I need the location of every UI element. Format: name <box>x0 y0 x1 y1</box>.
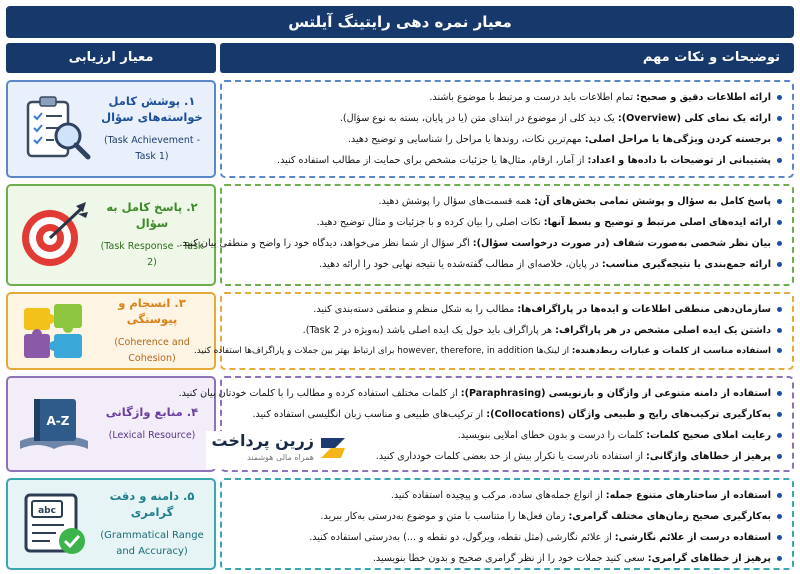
bullet-icon <box>777 514 782 519</box>
bullet-icon <box>777 262 782 267</box>
bullet-icon <box>777 454 782 459</box>
target-icon <box>16 200 94 270</box>
criterion-details <box>220 80 794 178</box>
criterion-card <box>6 80 216 178</box>
bullet-icon <box>777 307 782 312</box>
list-item: برجسته کردن ویژگی‌ها یا مراحل اصلی: مهم‌ترین نکات، روندها یا مراحل را شناسایی و توضیح دهید. <box>232 129 782 150</box>
bullet-icon <box>777 556 782 561</box>
criterion-title-fa: ۲. پاسخ کامل به سؤال <box>106 200 198 230</box>
zarinpal-logo-icon <box>318 433 348 463</box>
bullet-icon <box>777 493 782 498</box>
page-title: معیار نمره دهی رایتینگ آیلتس <box>6 6 794 38</box>
brand-tagline: همراه مالی هوشمند <box>247 453 314 462</box>
bullet-icon <box>777 348 782 353</box>
list-item: ارائه اطلاعات دقیق و صحیح: تمام اطلاعات باید درست و مرتبط با موضوع باشند. <box>232 87 782 108</box>
criterion-title-en: (Lexical Resource) <box>108 430 196 441</box>
list-item: سازمان‌دهی منطقی اطلاعات و ایده‌ها در پاراگراف‌ها: مطالب را به شکل منظم و منطقی دسته‌بندی کنید. <box>232 299 782 320</box>
dictionary-icon <box>16 389 94 459</box>
bullet-icon <box>777 220 782 225</box>
criterion-title-en: (Grammatical Range and Accuracy) <box>100 530 204 557</box>
criterion-title-fa: ۵. دامنه و دقت گرامری <box>109 489 195 519</box>
criterion-title-fa: ۳. انسجام و پیوستگی <box>118 296 186 326</box>
bullet-icon <box>777 95 782 100</box>
brand-logo <box>206 431 348 469</box>
criterion-title-en: (Task Response - Task 2) <box>100 241 204 268</box>
criterion-details <box>193 292 794 370</box>
criterion-title-en: (Coherence and Cohesion) <box>114 337 190 364</box>
bullet-icon <box>777 137 782 142</box>
list-item: ارائه ایده‌های اصلی مرتبط و توضیح و بسط آنها: نکات اصلی را بیان کرده و با جزئیات و مثال توضیح دهید. <box>232 212 782 233</box>
list-item: استفاده از ساختارهای متنوع جمله: از انواع جمله‌های ساده، مرکب و پیچیده استفاده کنید. <box>232 485 782 506</box>
list-item: رعایت املای صحیح کلمات: کلمات را درست و بدون خطای املایی بنویسید. <box>232 425 782 446</box>
bullet-icon <box>777 391 782 396</box>
criterion-details <box>179 184 794 286</box>
criterion-row-coherence <box>6 292 794 370</box>
list-item: ارائه جمع‌بندی یا نتیجه‌گیری مناسب: در پایان، خلاصه‌ای از مطالب گفته‌شده یا نتیجه نهایی خود را ارائه دهید. <box>232 254 782 275</box>
svg-text:abc: abc <box>38 506 56 516</box>
list-item: به‌کارگیری صحیح زمان‌های مختلف گرامری: زمان فعل‌ها را متناسب با متن و موضوع به‌درستی به‌کار ببرید. <box>232 506 782 527</box>
list-item: پرهیز از خطاهای واژگانی: از استفاده نادرست یا تکرار بیش از حد بعضی کلمات خودداری کنید. <box>232 446 782 467</box>
criterion-row-grammar <box>6 478 794 570</box>
list-item: پرهیز از خطاهای گرامری: سعی کنید جملات خود را از نظر گرامری صحیح و بدون خطا بنویسید. <box>232 548 782 569</box>
bullet-icon <box>777 116 782 121</box>
svg-text:A-Z: A-Z <box>46 414 70 428</box>
brand-name: زرین پرداخت <box>211 431 314 450</box>
list-item: بیان نظر شخصی به‌صورت شفاف (در صورت درخواست سؤال): اگر سؤال از شما نظر می‌خواهد، دیدگاه خود را واضح و منطقی بیان کنید. <box>232 233 782 254</box>
list-item: پشتیبانی از توضیحات با داده‌ها و اعداد: از آمار، ارقام، مثال‌ها یا جزئیات مشخص برای حمایت از مطالب استفاده کنید. <box>232 150 782 171</box>
criteria-column-header: معیار ارزیابی <box>6 43 216 73</box>
bullet-icon <box>777 241 782 246</box>
bullet-icon <box>777 412 782 417</box>
list-item: به‌کارگیری ترکیب‌های رایج و طبیعی واژگان (Collocations): از ترکیب‌های طبیعی و مناسب زبان انگلیسی استفاده کنید. <box>232 404 782 425</box>
puzzle-icon <box>16 296 94 366</box>
bullet-icon <box>777 328 782 333</box>
bullet-icon <box>777 535 782 540</box>
criterion-row-lexical <box>6 376 794 472</box>
clipboard-search-icon <box>16 94 94 164</box>
criterion-title-fa: ۴. منابع واژگانی <box>105 405 199 419</box>
list-item: ارائه یک نمای کلی (Overview): یک دید کلی از موضوع در ابتدای متن (یا در پایان، بسته به نوع سؤال). <box>232 108 782 129</box>
document-check-icon <box>16 489 94 559</box>
criterion-card <box>6 292 216 370</box>
criterion-row-task-response <box>6 184 794 286</box>
list-item: پاسخ کامل به سؤال و پوشش تمامی بخش‌های آن: همه قسمت‌های سؤال را پوشش دهید. <box>232 191 782 212</box>
criterion-card <box>6 478 216 570</box>
details-column-header: توضیحات و نکات مهم <box>220 43 794 73</box>
list-item: استفاده از دامنه متنوعی از واژگان و بازنویسی (Paraphrasing): از کلمات مختلف استفاده کرده و مطالب را با کلمات خودتان بیان کنید. <box>232 383 782 404</box>
bullet-icon <box>777 199 782 204</box>
criterion-title-en: (Task Achievement - Task 1) <box>103 135 201 162</box>
criterion-title-fa: ۱. پوشش کامل خواسته‌های سؤال <box>101 94 203 124</box>
list-item: استفاده مناسب از کلمات و عبارات ربط‌دهنده: از لینک‌ها however, therefore, in addition برای ارتباط بهتر بین جملات و پاراگراف‌ها استفاده کنید. <box>232 341 782 362</box>
list-item: داشتن یک ایده اصلی مشخص در هر پاراگراف: هر پاراگراف باید حول یک ایده اصلی باشد (به‌ویژه در Task 2). <box>232 320 782 341</box>
bullet-icon <box>777 158 782 163</box>
criterion-row-task-achievement <box>6 80 794 178</box>
bullet-icon <box>777 433 782 438</box>
list-item: استفاده درست از علائم نگارشی: از علائم نگارشی (مثل نقطه، ویرگول، دو نقطه و ...) به‌درستی استفاده کنید. <box>232 527 782 548</box>
criterion-details <box>220 478 794 570</box>
